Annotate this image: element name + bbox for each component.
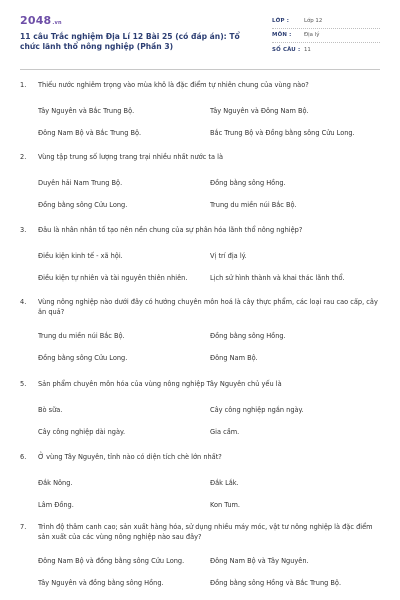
meta-row-class	[272, 14, 380, 29]
question-text: Trình độ thâm canh cao; sản xuất hàng hóa, sử dụng nhiều máy móc, vật tư nông nghiệp là đặc điểm sản xuất của các vùng nông nghiệp nào sau đây?	[38, 523, 373, 541]
question-header	[20, 522, 380, 556]
meta-value: Địa lý	[304, 32, 320, 39]
question-number: 1.	[20, 81, 27, 89]
document-header	[20, 12, 380, 64]
answer-option[interactable]: Đồng bằng sông Hồng.	[210, 179, 286, 187]
answer-option[interactable]: Đắk Nông.	[38, 479, 73, 487]
logo-suffix: .vn	[52, 20, 62, 26]
question-list	[20, 80, 380, 600]
meta-key: MÔN :	[272, 32, 292, 39]
question-header	[20, 379, 380, 405]
question-header	[20, 80, 380, 106]
question-header	[20, 152, 380, 178]
meta-value: Lớp 12	[304, 17, 323, 24]
answer-options	[20, 556, 380, 589]
answer-option[interactable]: Tây Nguyên và Bắc Trung Bộ.	[38, 107, 135, 115]
answer-option[interactable]: Tây Nguyên và Đông Nam Bộ.	[210, 107, 309, 115]
answer-option[interactable]: Đắk Lắk.	[210, 479, 239, 487]
answer-option[interactable]: Đông Nam Bộ.	[210, 354, 258, 362]
question-number: 6.	[20, 453, 27, 461]
question-text: Sản phẩm chuyên môn hóa của vùng nông nghiệp Tây Nguyên chủ yếu là	[38, 380, 282, 388]
answer-option[interactable]: Đồng bằng sông Cửu Long.	[38, 201, 128, 209]
answer-options	[20, 178, 380, 211]
header-divider	[20, 69, 380, 70]
answer-option[interactable]: Trung du miền núi Bắc Bộ.	[38, 332, 125, 340]
question-number: 3.	[20, 226, 27, 234]
answer-option[interactable]: Đông Nam Bộ và Tây Nguyên.	[210, 557, 309, 565]
answer-options	[20, 106, 380, 139]
site-logo[interactable]	[20, 14, 62, 27]
question-item	[20, 80, 380, 152]
meta-key: LỚP :	[272, 17, 290, 24]
question-item	[20, 522, 380, 600]
question-header	[20, 225, 380, 251]
answer-option[interactable]: Cây công nghiệp dài ngày.	[38, 428, 126, 436]
meta-table	[272, 14, 380, 58]
question-number: 4.	[20, 298, 27, 306]
answer-option[interactable]: Gia cầm.	[210, 428, 240, 436]
answer-option[interactable]: Tây Nguyên và đồng bằng sông Hồng.	[38, 579, 164, 587]
question-item	[20, 225, 380, 297]
answer-option[interactable]: Lâm Đồng.	[38, 501, 74, 509]
question-number: 2.	[20, 153, 27, 161]
question-item	[20, 379, 380, 452]
question-item	[20, 297, 380, 379]
question-text: Đâu là nhân nhân tố tạo nên nền chung của sự phân hóa lãnh thổ nông nghiệp?	[38, 226, 303, 234]
answer-option[interactable]: Bắc Trung Bộ và Đồng bằng sông Cửu Long.	[210, 129, 355, 137]
question-header	[20, 452, 380, 478]
page-title: 11 câu Trắc nghiệm Địa Lí 12 Bài 25 (có đáp án): Tổ chức lãnh thổ nông nghiệp (Phần 3)	[20, 32, 240, 51]
question-text: Thiếu nước nghiêm trọng vào mùa khô là đặc điểm tự nhiên chung của vùng nào?	[38, 81, 309, 89]
answer-options	[20, 331, 380, 364]
meta-row-count	[272, 43, 380, 58]
question-number: 7.	[20, 523, 27, 531]
answer-option[interactable]: Đồng bằng sông Cửu Long.	[38, 354, 128, 362]
answer-option[interactable]: Đồng bằng sông Hồng.	[210, 332, 286, 340]
question-text: Vùng tập trung số lượng trang trại nhiều nhất nước ta là	[38, 153, 223, 161]
answer-option[interactable]: Đồng bằng sông Hồng và Bắc Trung Bộ.	[210, 579, 342, 587]
question-item	[20, 152, 380, 225]
answer-option[interactable]: Kon Tum.	[210, 501, 241, 509]
answer-option[interactable]: Cây công nghiệp ngắn ngày.	[210, 406, 304, 414]
answer-options	[20, 405, 380, 438]
question-text: Vùng nông nghiệp nào dưới đây có hướng chuyên môn hoá là cây thực phẩm, các loại rau cao cấp, cây ăn quả?	[38, 298, 378, 316]
answer-options	[20, 251, 380, 284]
meta-value: 11	[304, 47, 311, 54]
answer-option[interactable]: Duyên hải Nam Trung Bộ.	[38, 179, 123, 187]
question-header	[20, 297, 380, 331]
answer-option[interactable]: Đông Nam Bộ và Bắc Trung Bộ.	[38, 129, 142, 137]
meta-row-subject	[272, 29, 380, 44]
question-text: Ở vùng Tây Nguyên, tỉnh nào có diện tích chè lớn nhất?	[38, 453, 222, 461]
answer-options	[20, 478, 380, 511]
answer-option[interactable]: Điều kiện kinh tế - xã hội.	[38, 252, 123, 260]
answer-option[interactable]: Điều kiện tự nhiên và tài nguyên thiên nhiên.	[38, 274, 188, 282]
logo-text: 2048	[20, 14, 52, 27]
answer-option[interactable]: Bò sữa.	[38, 406, 63, 414]
meta-key: SỐ CÂU :	[272, 47, 301, 54]
answer-option[interactable]: Trung du miền núi Bắc Bộ.	[210, 201, 297, 209]
answer-option[interactable]: Lịch sử hình thành và khai thác lãnh thổ.	[210, 274, 345, 282]
answer-option[interactable]: Vị trí địa lý.	[210, 252, 247, 260]
question-item	[20, 452, 380, 522]
question-number: 5.	[20, 380, 27, 388]
answer-option[interactable]: Đông Nam Bộ và đồng bằng sông Cửu Long.	[38, 557, 185, 565]
